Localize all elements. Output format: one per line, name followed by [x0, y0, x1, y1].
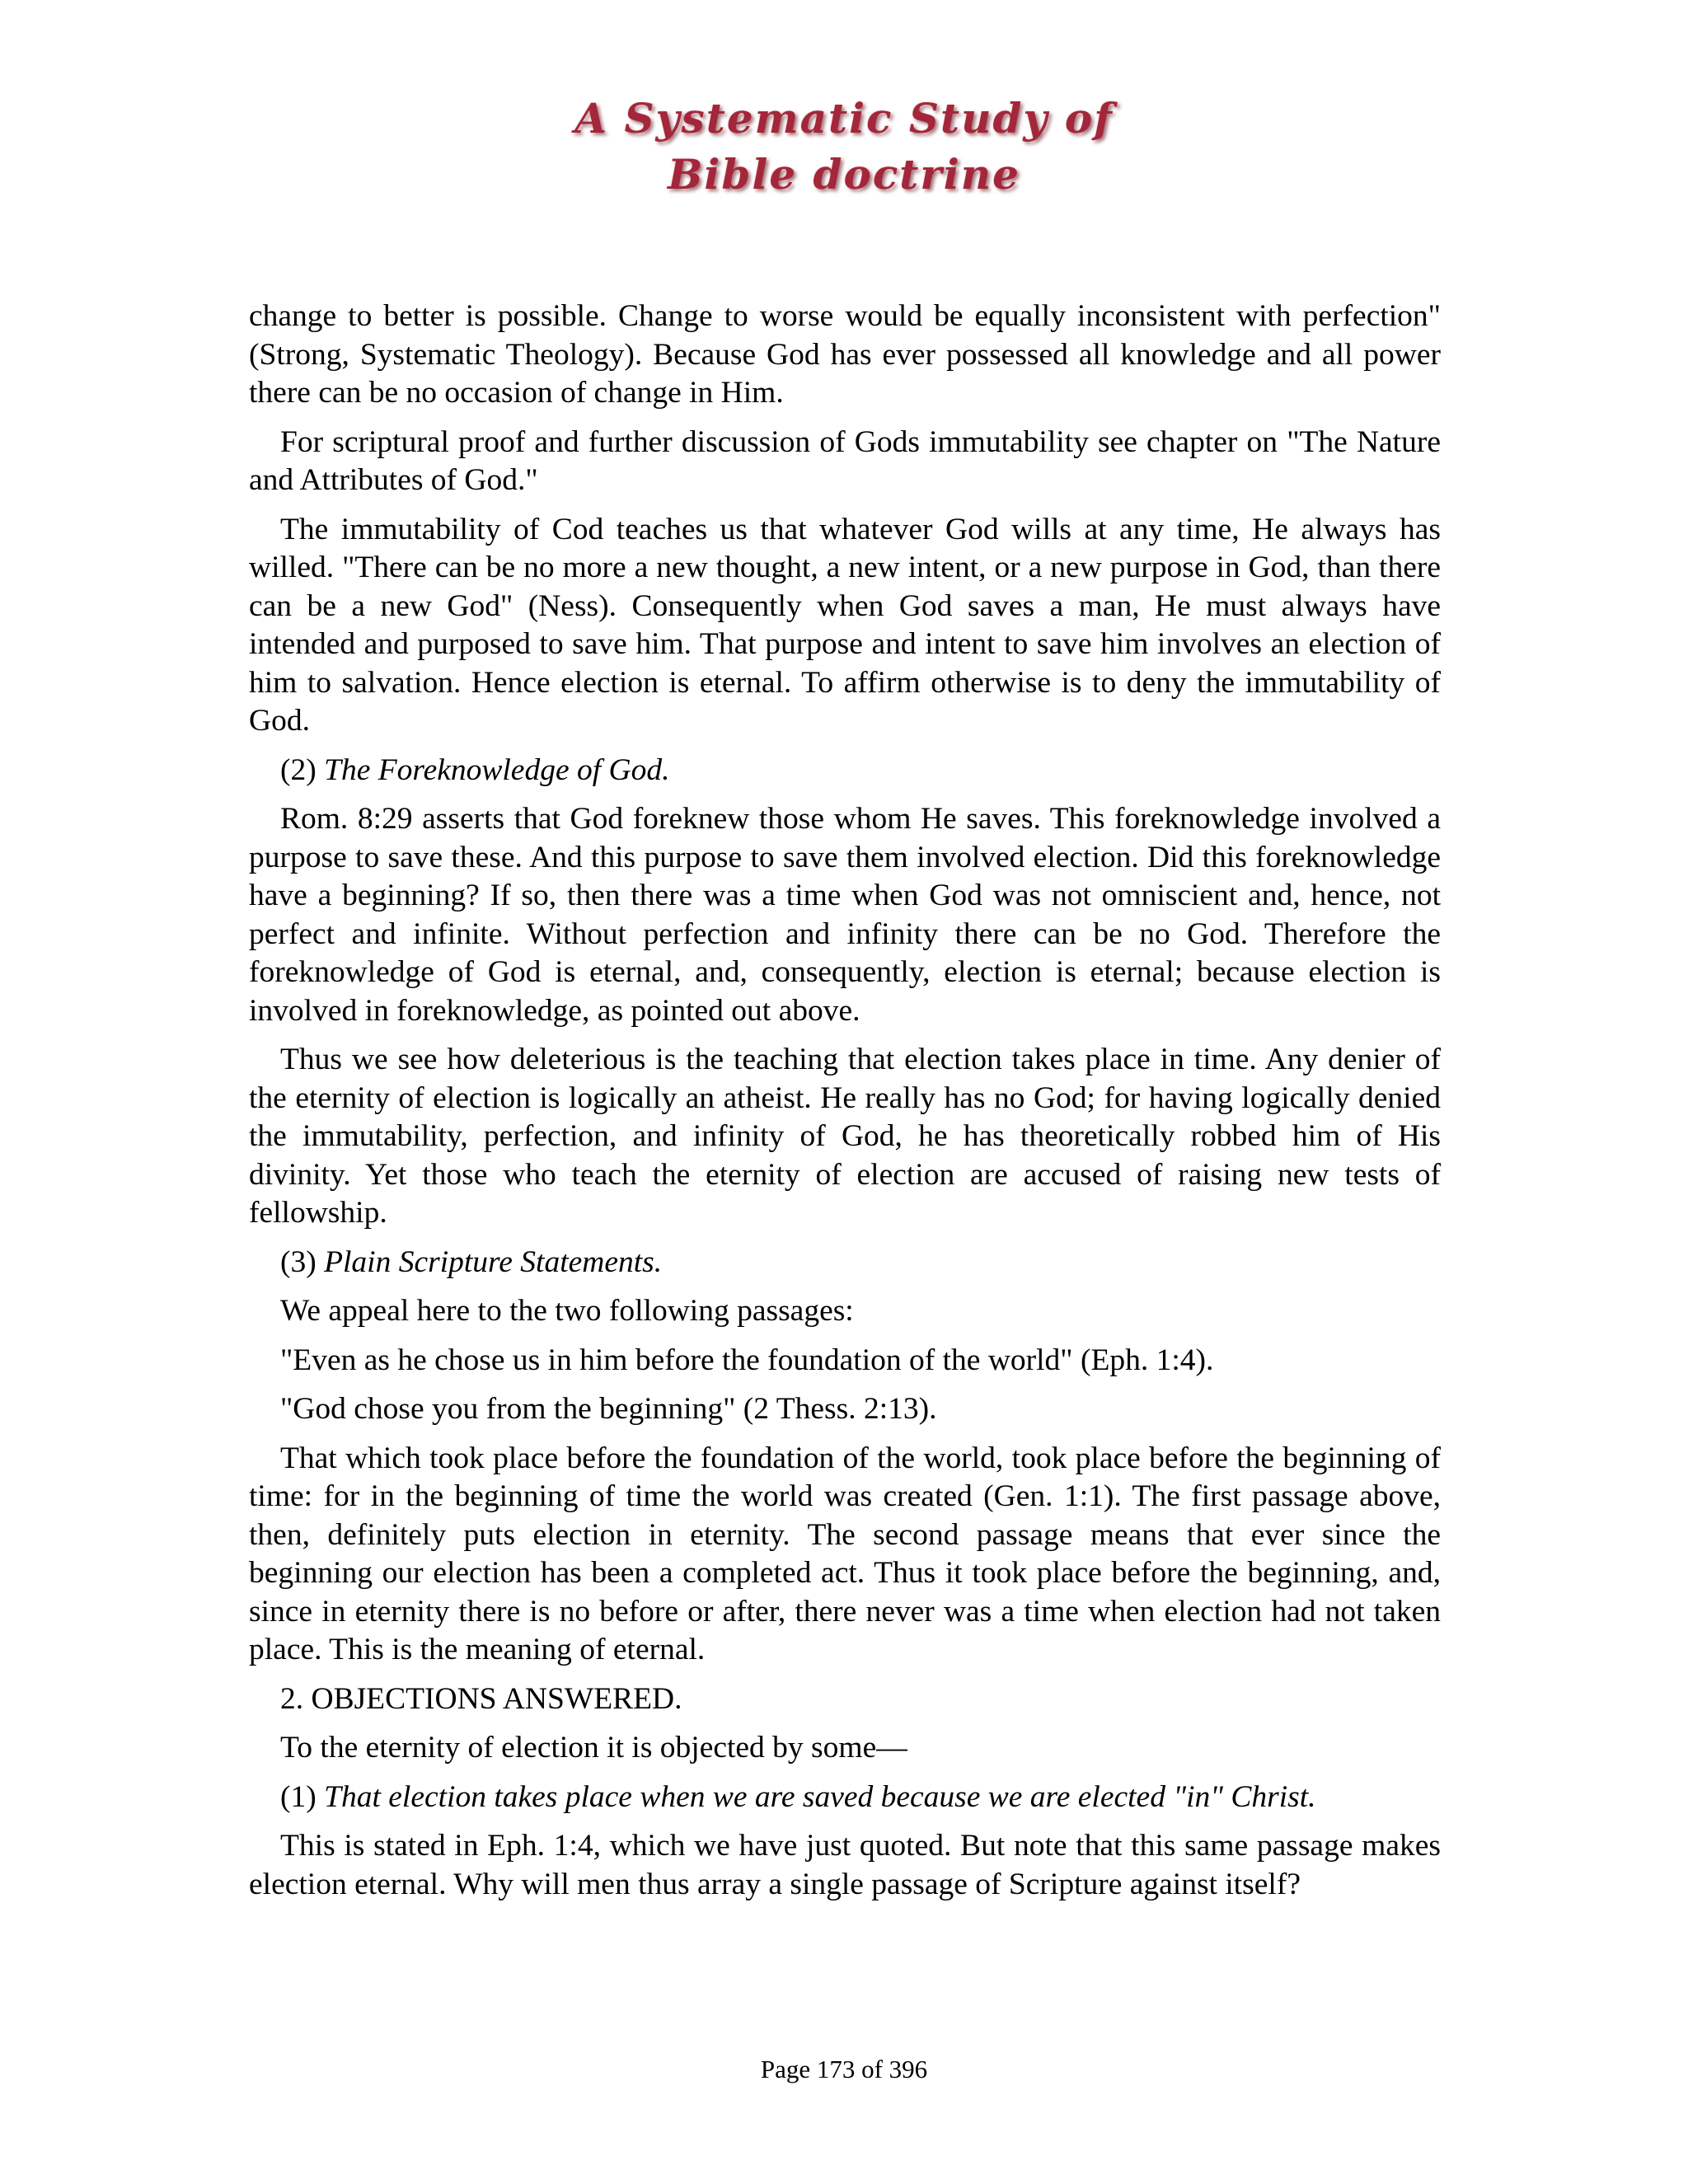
- paragraph: [249, 1827, 1441, 1904]
- page-number: Page 173 of 396: [760, 2055, 928, 2083]
- paragraph-text: For scriptural proof and further discussion of Gods immutability see chapter on "The Nature and Attributes of God.": [249, 424, 1441, 497]
- header-logo-line-2: Bible doctrine: [668, 150, 1020, 199]
- paragraph-text: change to better is possible. Change to worse would be equally inconsistent with perfection" (Strong, Systematic Theology). Because God has ever possessed all knowledge and all power there can be no occasion of change in Him.: [249, 299, 1441, 410]
- header-logo-line-1: A Systematic Study of: [574, 94, 1114, 143]
- paragraph: [249, 1440, 1441, 1670]
- paragraph: [249, 1729, 1441, 1768]
- subheading-title: That election takes place when we are saved because we are elected "in" Christ.: [324, 1779, 1316, 1814]
- paragraph-text: Rom. 8:29 asserts that God foreknew those whom He saves. This foreknowledge involved a purpose to save these. And this purpose to save them involved election. Did this foreknowledge have a beginning? If so, then there was a time when God was not omniscient and, hence, not perfect and infinite. Without perfection and infinity there can be no God. Therefore the foreknowledge of God is eternal, and, consequently, election is eternal; because election is involved in foreknowledge, as pointed out above.: [249, 802, 1441, 1028]
- header-logo: [0, 91, 1688, 214]
- subheading-title: Plain Scripture Statements.: [324, 1244, 663, 1279]
- paragraph-text: That which took place before the foundation of the world, took place before the beginning of time: for in the beginning of time the world was created (Gen. 1:1). The first passage above, then, definitely puts election in eternity. The second passage means that ever since the beginning our election has been a completed act. Thus it took place before the beginning, and, since in eternity there is no before or after, there never was a time when election had not taken place. This is the meaning of eternal.: [249, 1441, 1441, 1666]
- subheading-number: (3): [280, 1244, 325, 1279]
- subheading: [249, 752, 1441, 790]
- paragraph: [249, 800, 1441, 1030]
- subheading-title: The Foreknowledge of God.: [324, 752, 670, 787]
- section-heading: [249, 1680, 1441, 1719]
- page-body: [249, 298, 1441, 1915]
- quote-text: "Even as he chose us in him before the foundation of the world" (Eph. 1:4).: [280, 1343, 1214, 1377]
- subheading-number: (2): [280, 752, 325, 787]
- paragraph-text: To the eternity of election it is objected by some—: [280, 1731, 907, 1765]
- subheading: [249, 1244, 1441, 1282]
- paragraph-text: The immutability of Cod teaches us that whatever God wills at any time, He always has willed. "There can be no more a new thought, a new intent, or a new purpose in God, than there can be a new God" (Ness). Consequently when God saves a man, He must always have intended and purposed to save him. That purpose and intent to save him involves an election of him to salvation. Hence election is eternal. To affirm otherwise is to deny the immutability of God.: [249, 512, 1441, 738]
- subheading: [249, 1779, 1441, 1817]
- paragraph: [249, 511, 1441, 741]
- scripture-quote: [249, 1342, 1441, 1380]
- paragraph: [249, 298, 1441, 413]
- paragraph: [249, 1292, 1441, 1331]
- page-footer: [0, 2054, 1688, 2085]
- quote-text: "God chose you from the beginning" (2 Thess. 2:13).: [280, 1392, 937, 1426]
- paragraph-text: We appeal here to the two following passages:: [280, 1294, 854, 1328]
- scripture-quote: [249, 1390, 1441, 1429]
- paragraph-text: Thus we see how deleterious is the teaching that election takes place in time. Any denier of the eternity of election is logically an atheist. He really has no God; for having logically denied the immutability, perfection, and infinity of God, he has theoretically robbed him of His divinity. Yet those who teach the eternity of election are accused of raising new tests of fellowship.: [249, 1043, 1441, 1230]
- paragraph: [249, 424, 1441, 500]
- section-heading-text: 2. OBJECTIONS ANSWERED.: [280, 1681, 682, 1716]
- paragraph-text: This is stated in Eph. 1:4, which we have just quoted. But note that this same passage makes election eternal. Why will men thus array a single passage of Scripture against itself?: [249, 1829, 1441, 1901]
- paragraph: [249, 1041, 1441, 1233]
- subheading-number: (1): [280, 1779, 325, 1814]
